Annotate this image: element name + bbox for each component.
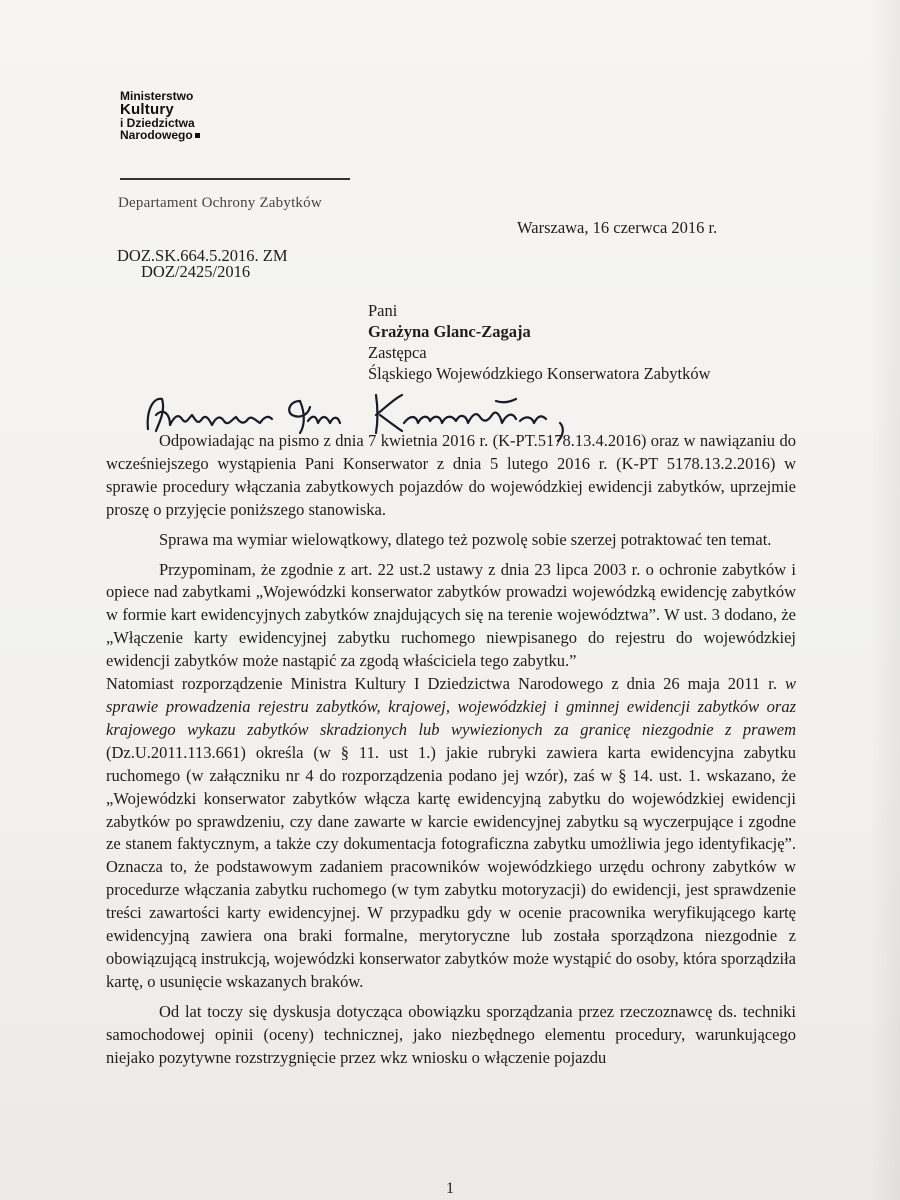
recipient-title: Zastępca bbox=[368, 343, 427, 362]
paragraph-4-intro: Natomiast rozporządzenie Ministra Kultury I Dziedzictwa Narodowego z dnia 26 maja 2011 r. bbox=[106, 674, 785, 694]
recipient-salutation: Pani bbox=[368, 301, 398, 320]
department-name: Departament Ochrony Zabytków bbox=[118, 195, 322, 211]
paragraph-4-rest: (Dz.U.2011.113.661) określa (w § 11. ust 1.) jakie rubryki zawiera karta ewidencyjna zabytku ruchomego (w załączniku nr 4 do rozporządzenia podano jej wzór), zaś w § 14. ust. 1. wskazano, że „Wojewódzki konserwator zabytków włącza kartę ewidencyjną zabytku do wojewódzkiej ewidencji zabytków po sprawdzeniu, czy dane zawarte w karcie ewidencyjnej zabytku są wyczerpujące i zgodne ze stanem faktycznym, a także czy dokumentacja fotograficzna zabytku umożliwia jego identyfikację”. Oznacza to, że podstawowym zadaniem pracowników wojewódzkiego urzędu ochrony zabytków w procedurze włączania zabytku ruchomego (w tym zabytku motoryzacji) do ewidencji, jest sprawdzenie treści zawartości karty ewidencyjnej. W przypadku gdy w ocenie pracownika weryfikującego kartę ewidencyjną zawiera ona braki formalne, merytoryczne lub została sporządzona niezgodnie z obowiązującą instrukcją, wojewódzki konserwator zabytków może wystąpić do osoby, która sporządziła kartę, o usunięcie wskazanych braków. bbox=[106, 742, 796, 991]
ministry-logo bbox=[120, 90, 200, 141]
letter-date: Warszawa, 16 czerwca 2016 r. bbox=[517, 218, 718, 237]
recipient-address bbox=[368, 300, 711, 384]
recipient-institution: Śląskiego Wojewódzkiego Konserwatora Zabytków bbox=[368, 364, 711, 383]
paragraph-3: Przypominam, że zgodnie z art. 22 ust.2 ustawy z dnia 23 lipca 2003 r. o ochronie zabytków i opiece nad zabytkami „Wojewódzki konserwator zabytków prowadzi wojewódzką ewidencję zabytków w formie kart ewidencyjnych zabytków znajdujących się na terenie województwa”. W ust. 3 dodano, że „Włączenie karty ewidencyjnej zabytku ruchomego niewpisanego do rejestru do wojewódzkiej ewidencji zabytków może nastąpić za zgodą właściciela tego zabytku.” bbox=[106, 559, 796, 671]
letter-body bbox=[106, 430, 796, 1069]
logo-line-2: Kultury bbox=[120, 101, 174, 118]
regulation-title: w sprawie prowadzenia rejestru zabytków, krajowej, wojewódzkiej i gminnej ewidencji zabytków oraz krajowego wykazu zabytków skradzionych lub wywiezionych za granicę niezgodnie z prawem bbox=[106, 674, 796, 739]
page-edge-shadow bbox=[870, 0, 900, 1200]
page-number: 1 bbox=[446, 1180, 454, 1197]
reference-number-1: DOZ.SK.664.5.2016. ZM bbox=[117, 246, 288, 265]
logo-line-4: Narodowego bbox=[120, 129, 200, 141]
paragraph-2: Sprawa ma wymiar wielowątkowy, dlatego też pozwolę sobie szerzej potraktować ten temat. bbox=[159, 529, 772, 549]
paragraph-5: Od lat toczy się dyskusja dotycząca obowiązku sporządzania przez rzeczoznawcę ds. techniki samochodowej opinii (oceny) technicznej, jako niezbędnego elementu procedury, warunkującego niejako pozytywne rozstrzygnięcie przez wkz wniosku o włączenie pojazdu bbox=[106, 1001, 796, 1067]
reference-number-2: DOZ/2425/2016 bbox=[141, 262, 251, 281]
paragraph-1: Odpowiadając na pismo z dnia 7 kwietnia 2016 r. (K-PT.5178.13.4.2016) oraz w nawiązaniu do wcześniejszego wystąpienia Pani Konserwator z dnia 5 lutego 2016 r. (K-PT 5178.13.2.2016) w sprawie procedury włączania zabytkowych pojazdów do wojewódzkiej ewidencji zabytków, uprzejmie proszę o przyjęcie poniższego stanowiska. bbox=[106, 431, 796, 519]
paragraph-4 bbox=[106, 673, 796, 994]
logo-line-3: i Dziedzictwa bbox=[120, 116, 195, 130]
logo-dot-icon bbox=[195, 133, 200, 138]
recipient-name: Grażyna Glanc-Zagaja bbox=[368, 322, 531, 341]
letterhead-divider bbox=[120, 178, 350, 180]
logo-line-1: Ministerstwo bbox=[120, 89, 194, 103]
